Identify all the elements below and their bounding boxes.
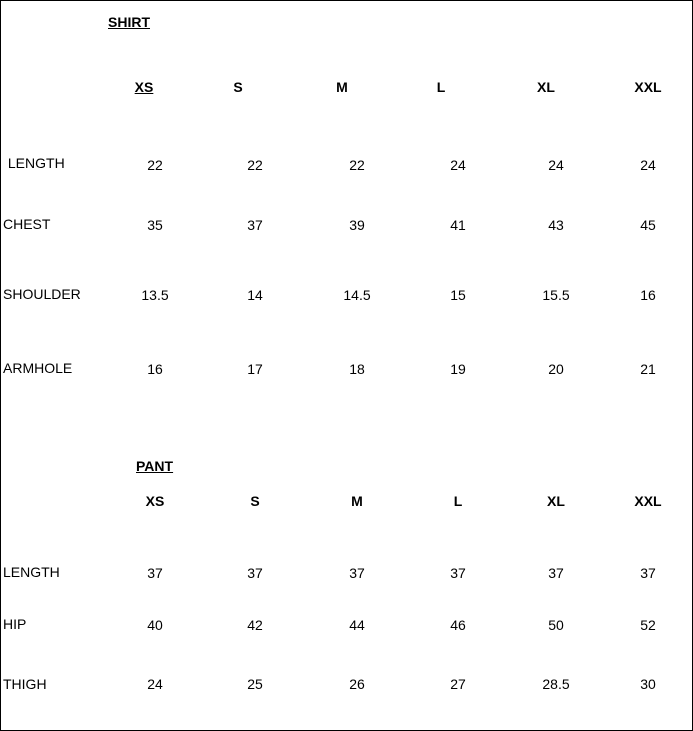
pant-cell: 24 — [147, 676, 163, 692]
shirt-cell: 18 — [349, 361, 365, 377]
pant-cell: 50 — [548, 617, 564, 633]
pant-cell: 37 — [247, 565, 263, 581]
pant-cell: 37 — [640, 565, 656, 581]
shirt-row-label: SHOULDER — [3, 286, 81, 302]
shirt-cell: 14.5 — [343, 287, 371, 303]
shirt-cell: 13.5 — [141, 287, 169, 303]
shirt-row-label: ARMHOLE — [3, 360, 73, 376]
pant-row-label: HIP — [3, 616, 27, 632]
shirt-cell: 35 — [147, 217, 163, 233]
pant-cell: 25 — [247, 676, 263, 692]
shirt-title: SHIRT — [108, 14, 150, 30]
shirt-cell: 24 — [640, 157, 656, 173]
pant-cell: 27 — [450, 676, 466, 692]
shirt-size-header: XL — [537, 79, 555, 95]
pant-cell: 46 — [450, 617, 466, 633]
pant-cell: 37 — [548, 565, 564, 581]
shirt-cell: 22 — [349, 157, 365, 173]
shirt-cell: 43 — [548, 217, 564, 233]
pant-row-label: LENGTH — [3, 564, 60, 580]
pant-size-header: S — [250, 493, 260, 509]
shirt-cell: 22 — [247, 157, 263, 173]
pant-cell: 37 — [450, 565, 466, 581]
shirt-size-header: S — [233, 79, 243, 95]
shirt-size-header: XXL — [634, 79, 662, 95]
shirt-cell: 17 — [247, 361, 263, 377]
shirt-cell: 41 — [450, 217, 466, 233]
pant-size-header: M — [351, 493, 363, 509]
pant-cell: 37 — [147, 565, 163, 581]
pant-cell: 28.5 — [542, 676, 570, 692]
shirt-size-header: L — [436, 79, 446, 95]
pant-size-header: L — [453, 493, 463, 509]
shirt-cell: 24 — [548, 157, 564, 173]
pant-cell: 26 — [349, 676, 365, 692]
pant-cell: 42 — [247, 617, 263, 633]
shirt-row-label: LENGTH — [4, 155, 65, 171]
pant-cell: 44 — [349, 617, 365, 633]
shirt-cell: 14 — [247, 287, 263, 303]
shirt-cell: 24 — [450, 157, 466, 173]
pant-size-header: XS — [145, 493, 165, 509]
shirt-cell: 20 — [548, 361, 564, 377]
pant-cell: 37 — [349, 565, 365, 581]
pant-size-header: XXL — [634, 493, 662, 509]
shirt-cell: 45 — [640, 217, 656, 233]
shirt-cell: 21 — [640, 361, 656, 377]
shirt-cell: 15.5 — [542, 287, 570, 303]
shirt-cell: 16 — [640, 287, 656, 303]
pant-cell: 52 — [640, 617, 656, 633]
shirt-cell: 16 — [147, 361, 163, 377]
pant-cell: 30 — [640, 676, 656, 692]
shirt-cell: 15 — [450, 287, 466, 303]
shirt-size-header: XS — [134, 79, 154, 95]
shirt-size-header: M — [336, 79, 348, 95]
pant-size-header: XL — [547, 493, 565, 509]
pant-title: PANT — [136, 458, 174, 474]
pant-row-label: THIGH — [3, 676, 47, 692]
shirt-cell: 22 — [147, 157, 163, 173]
shirt-row-label: CHEST — [3, 216, 51, 232]
shirt-cell: 19 — [450, 361, 466, 377]
pant-cell: 40 — [147, 617, 163, 633]
shirt-cell: 39 — [349, 217, 365, 233]
shirt-cell: 37 — [247, 217, 263, 233]
